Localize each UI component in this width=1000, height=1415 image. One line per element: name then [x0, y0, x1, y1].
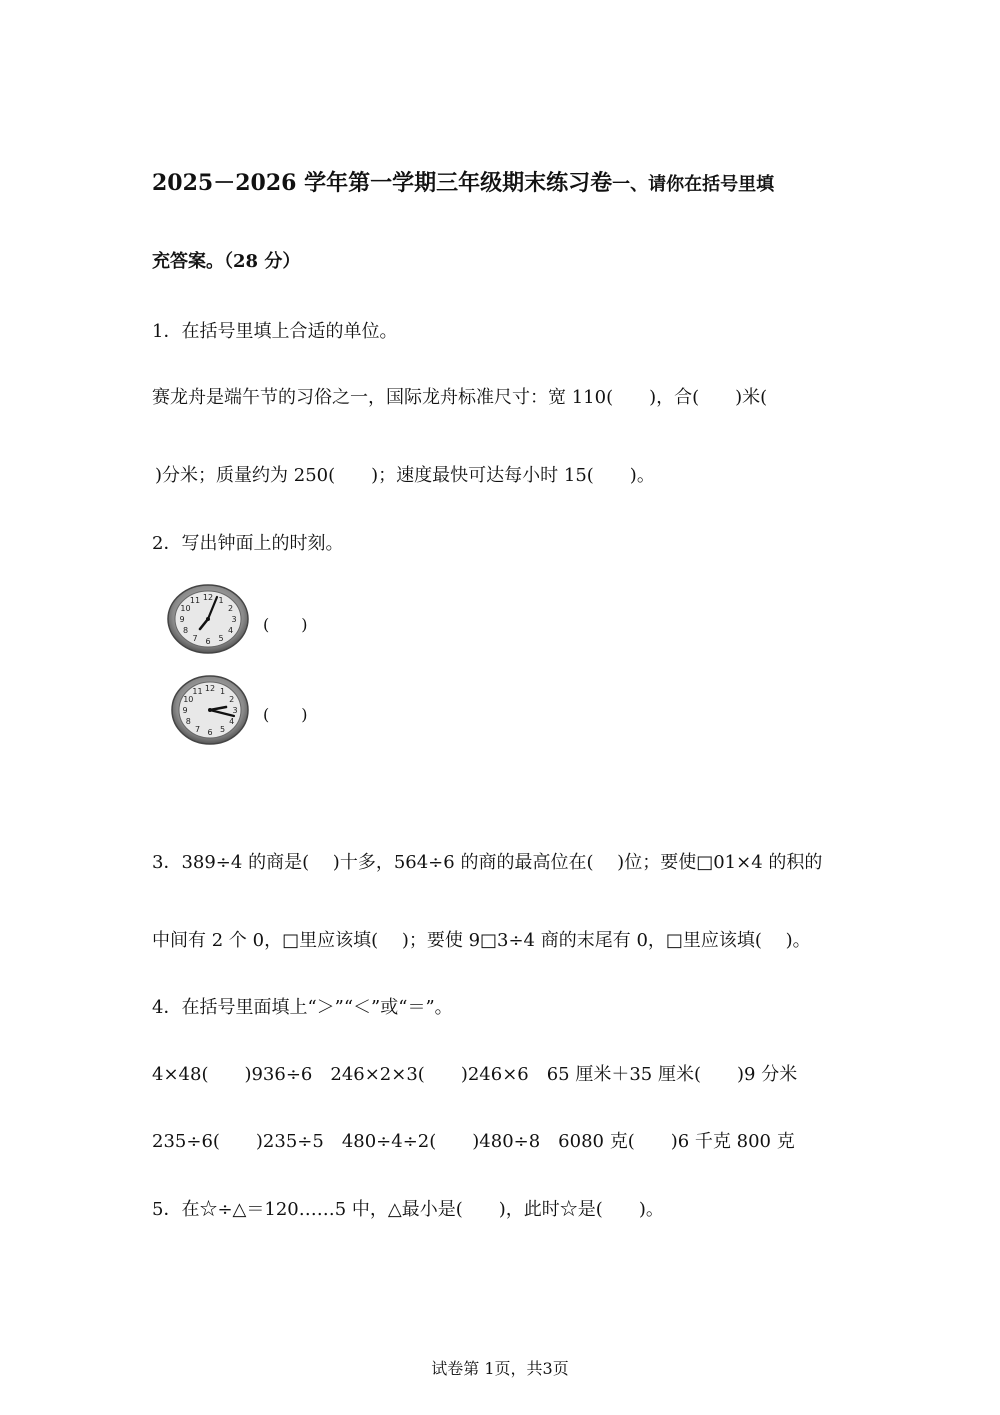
title-main: 2025－2026 学年第一学期三年级期末练习卷	[152, 170, 613, 196]
clock-numeral: 2	[229, 695, 235, 704]
clock-numeral: 10	[183, 695, 194, 704]
question-4-line-1: 4×48( )936÷6 246×2×3( )246×6 65 厘米＋35 厘米( )9 分米	[152, 1064, 798, 1085]
clock-numeral: 4	[227, 626, 234, 635]
clock-numeral: 3	[232, 706, 238, 715]
clock-1-answer[interactable]: ( )	[263, 615, 308, 634]
question-1-title: 1．在括号里填上合适的单位。	[152, 321, 398, 342]
clock-face-2	[170, 674, 250, 746]
clock-numeral: 9	[179, 615, 185, 624]
clock-numeral: 1	[218, 595, 224, 605]
clock-numeral: 9	[182, 706, 188, 715]
clock-numeral: 4	[229, 717, 235, 726]
clock-numeral: 11	[192, 686, 203, 696]
page-title	[152, 168, 774, 200]
clock-numeral: 6	[205, 637, 211, 646]
clock-numeral: 3	[231, 615, 237, 624]
clock-numeral: 10	[180, 604, 191, 613]
section-heading-cont: 充答案。（28 分）	[152, 251, 301, 272]
clock-numeral: 1	[219, 686, 226, 696]
clock-numeral: 8	[185, 717, 191, 726]
page-footer: 试卷第 1页，共3页	[431, 1359, 569, 1378]
clock-numeral: 8	[182, 626, 189, 635]
clock-numeral: 5	[218, 634, 224, 644]
question-3-line-1: 3．389÷4 的商是( )十多，564÷6 的商的最高位在( )位；要使□01×4 的积的	[152, 852, 823, 873]
clock-numeral: 7	[194, 725, 201, 735]
section-heading: 一、请你在括号里填	[612, 174, 775, 195]
clock-numeral: 7	[192, 634, 198, 644]
clock-numeral: 11	[189, 595, 201, 605]
question-1-line-1: 赛龙舟是端午节的习俗之一，国际龙舟标准尺寸：宽 110( )，合( )米(	[152, 387, 768, 408]
question-4-line-2: 235÷6( )235÷5 480÷4÷2( )480÷8 6080 克( )6 千克 800 克	[152, 1131, 795, 1152]
clock-numeral: 12	[204, 684, 216, 693]
question-5: 5．在☆÷△＝120……5 中，△最小是( )，此时☆是( )。	[152, 1199, 664, 1220]
question-4-title: 4．在括号里面填上“＞”“＜”或“＝”。	[152, 997, 453, 1018]
clock-face-1	[166, 583, 250, 655]
clock-numeral: 12	[202, 593, 214, 602]
question-1-line-2: )分米；质量约为 250( )；速度最快可达每小时 15( )。	[155, 465, 655, 486]
clock-numeral: 6	[207, 728, 213, 737]
clock-numeral: 5	[219, 725, 226, 735]
question-2-title: 2．写出钟面上的时刻。	[152, 533, 344, 554]
question-3-line-2: 中间有 2 个 0，□里应该填( )；要使 9□3÷4 商的末尾有 0，□里应该填( )。	[152, 930, 811, 951]
clock-numeral: 2	[227, 604, 234, 613]
clock-2-answer[interactable]: ( )	[263, 705, 308, 724]
